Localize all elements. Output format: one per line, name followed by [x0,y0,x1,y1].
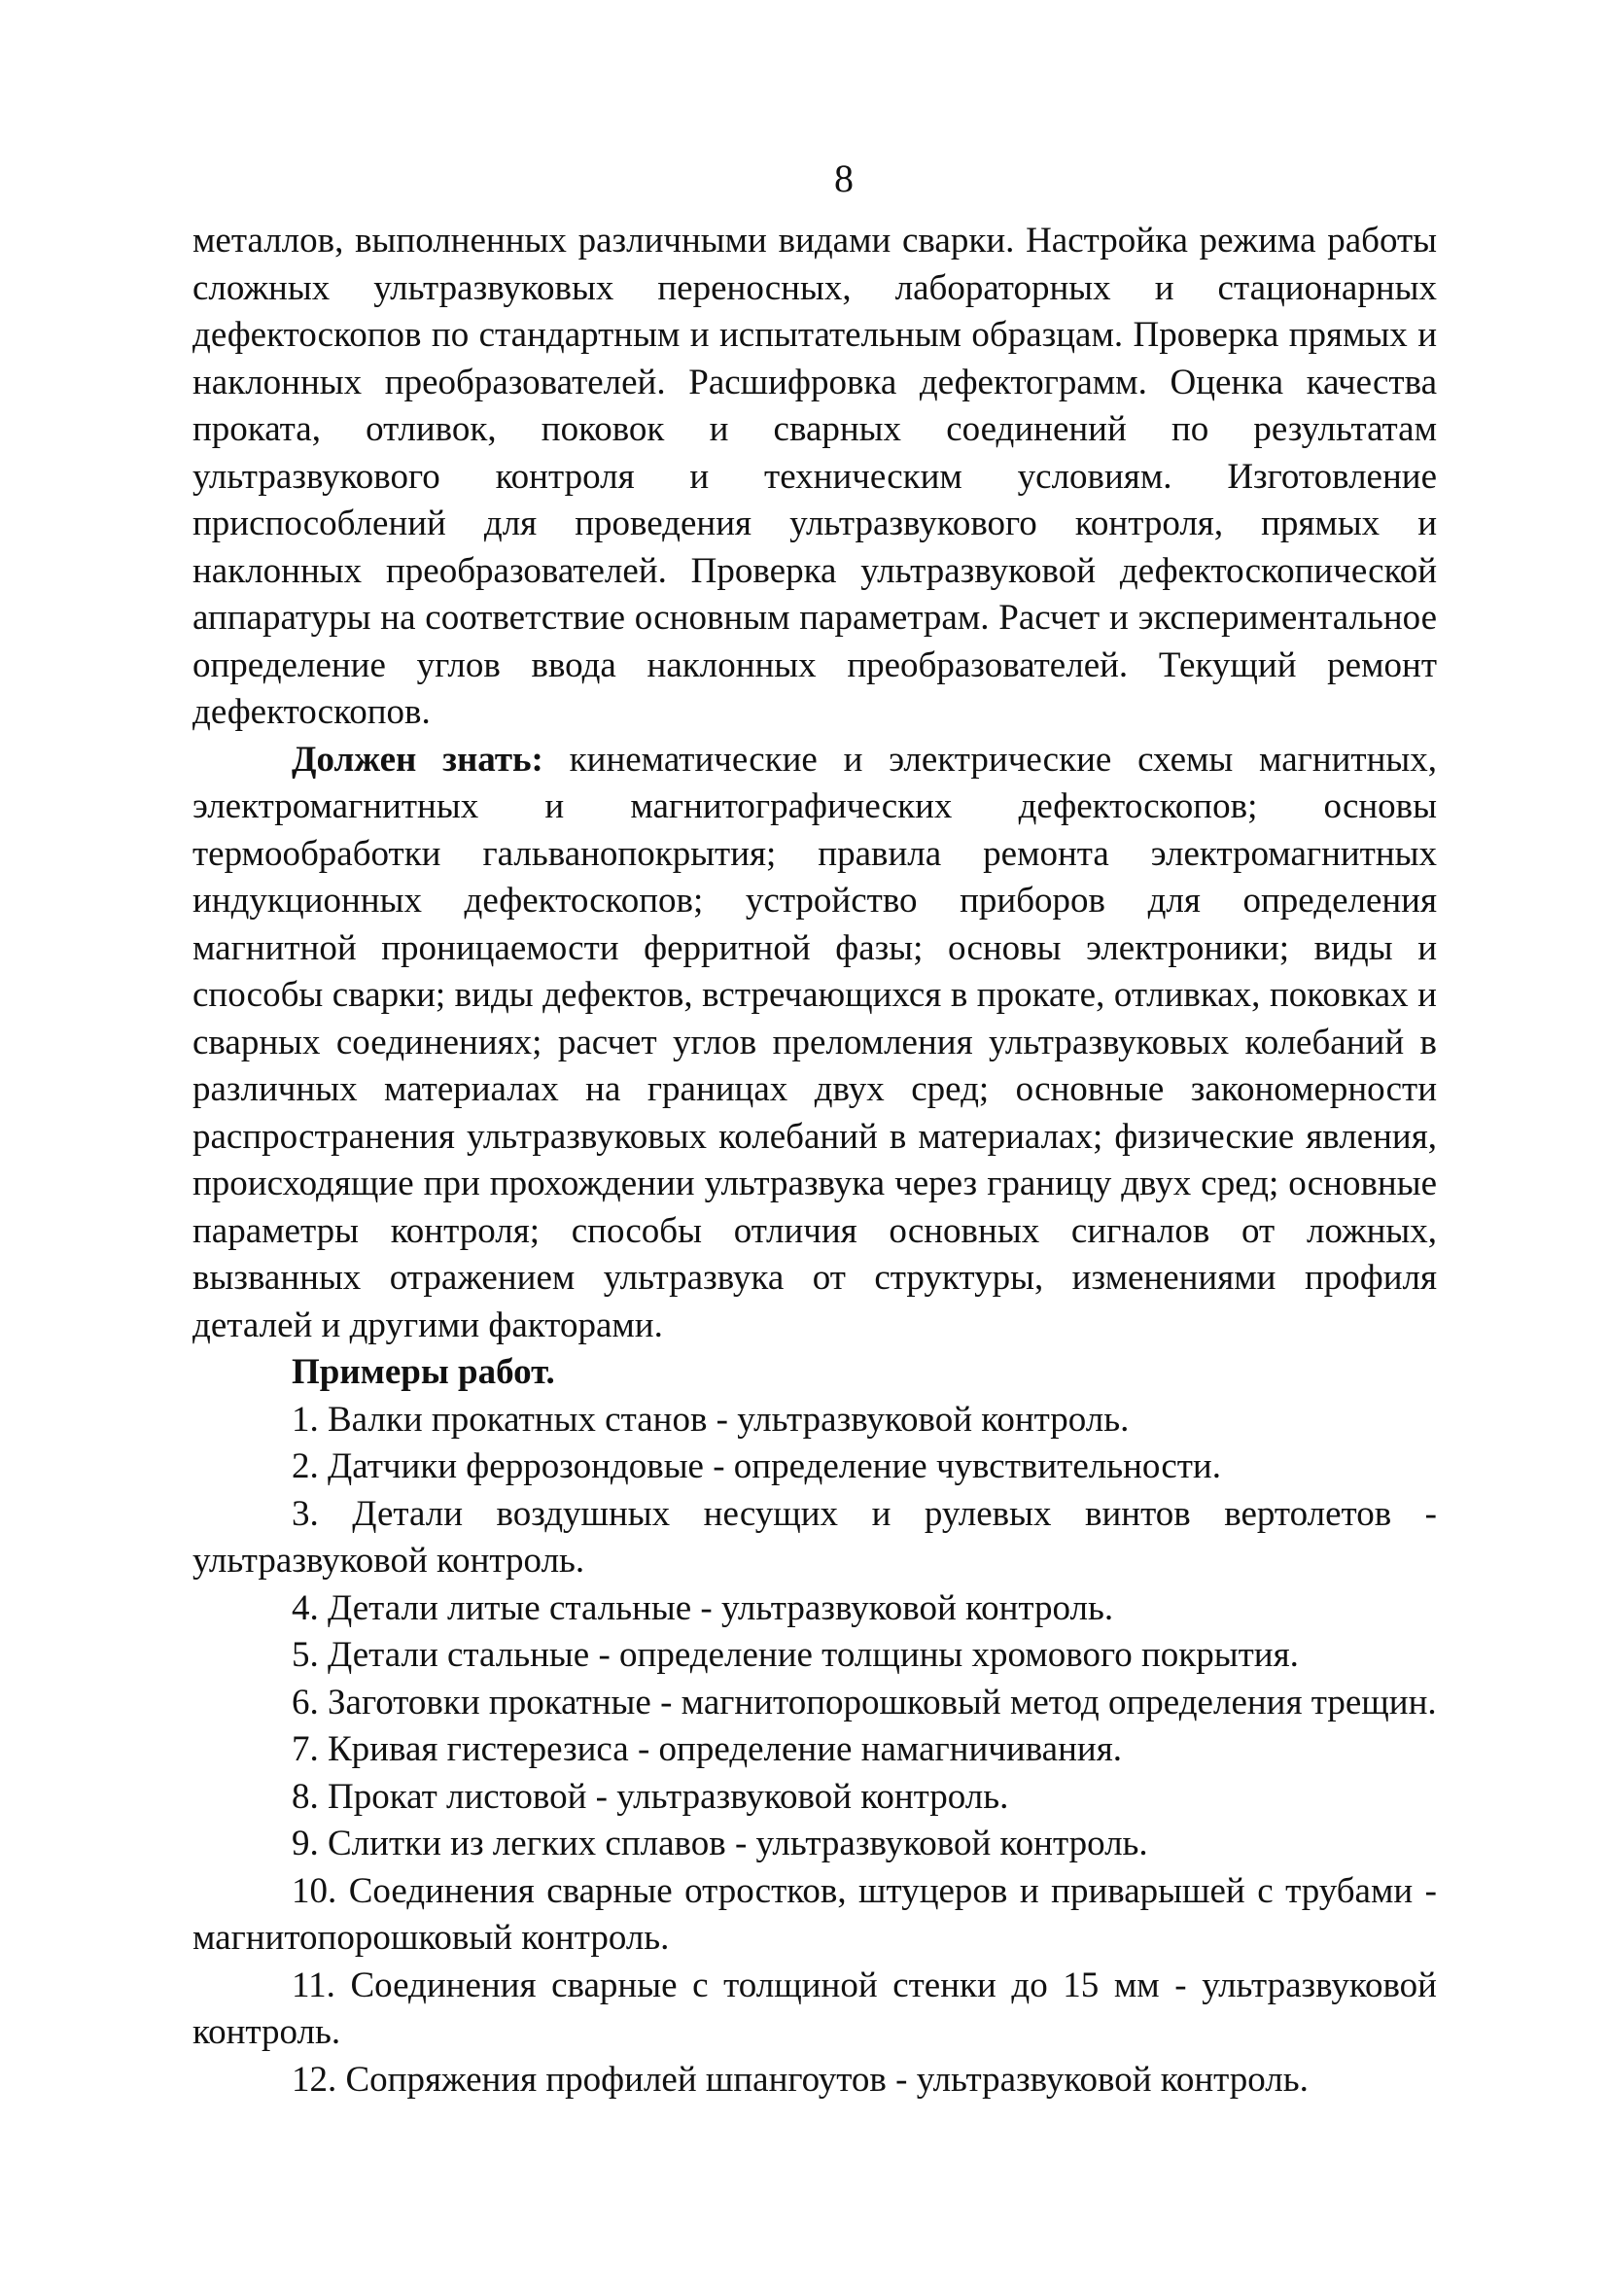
example-item: 10. Соединения сварные отростков, штуцеров и приварышей с трубами - магнитопорошковый контроль. [192,1870,1437,1958]
document-page [192,156,1437,2104]
example-item: 7. Кривая гистерезиса - определение намагничивания. [292,1729,1122,1769]
example-item: 9. Слитки из легких сплавов - ультразвуковой контроль. [292,1824,1148,1863]
example-item: 1. Валки прокатных станов - ультразвуковой контроль. [292,1399,1130,1440]
example-item: 8. Прокат листовой - ультразвуковой контроль. [292,1776,1009,1817]
example-item: 3. Детали воздушных несущих и рулевых винтов вертолетов - ультразвуковой контроль. [192,1493,1437,1581]
page-number: 8 [834,157,854,200]
intro-paragraph: металлов, выполненных различными видами сварки. Настройка режима работы сложных ультразвуковых переносных, лабораторных и стационарных дефектоскопов по стандартным и испытательным образцам. Проверка прямых и наклонных преобразователей. Расшифровка дефектограмм. Оценка качества проката, отливок, поковок и сварных соединений по результатам ультразвукового контроля и техническим условиям. Изготовление приспособлений для проведения ультразвукового контроля, прямых и наклонных преобразователей. Проверка ультразвуковой дефектоскопической аппаратуры на соответствие основным параметрам. Расчет и экспериментальное определение углов ввода наклонных преобразователей. Текущий ремонт дефектоскопов. [192,221,1437,732]
example-item: 4. Детали литые стальные - ультразвуковой контроль. [292,1587,1114,1628]
knowledge-label: Должен знать: [292,739,543,780]
example-item: 6. Заготовки прокатные - магнитопорошковый метод определения трещин. [292,1682,1437,1722]
examples-list [192,1397,1437,2105]
example-item: 11. Соединения сварные с толщиной стенки до 15 мм - ультразвуковой контроль. [192,1965,1437,2052]
example-item: 5. Детали стальные - определение толщины хромового покрытия. [292,1635,1299,1675]
knowledge-text: кинематические и электрические схемы магнитных, электромагнитных и магнитографических дефектоскопов; основы термообработки гальванопокрытия; правила ремонта электромагнитных индукционных дефектоскопов; устройство приборов для определения магнитной проницаемости ферритной фазы; основы электроники; виды и способы сварки; виды дефектов, встречающихся в прокате, отливках, поковках и сварных соединениях; расчет углов преломления ультразвуковых колебаний в различных материалах на границах двух сред; основные закономерности распространения ультразвуковых колебаний в материалах; физические явления, происходящие при прохождении ультразвука через границу двух сред; основные параметры контроля; способы отличия основных сигналов от ложных, вызванных отражением ультразвука от структуры, изменениями профиля деталей и другими факторами. [192,739,1437,1345]
examples-heading: Примеры работ. [292,1352,555,1392]
knowledge-paragraph [192,737,1437,1350]
example-item: 2. Датчики феррозондовые - определение чувствительности. [292,1446,1221,1486]
example-item: 12. Сопряжения профилей шпангоутов - ультразвуковой контроль. [292,2059,1309,2100]
